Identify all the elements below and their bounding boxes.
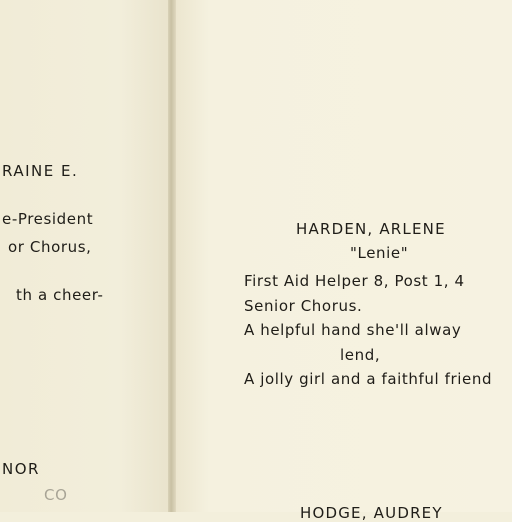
left-page xyxy=(0,0,170,512)
verse-line-2: lend, xyxy=(340,346,381,364)
student-nickname: "Lenie" xyxy=(350,244,409,262)
verse-line-1: A helpful hand she'll alway xyxy=(244,321,462,339)
activities-line-2: Senior Chorus. xyxy=(244,297,363,315)
left-line-vice-president: e-President xyxy=(2,210,94,228)
right-page xyxy=(176,0,512,522)
next-student-name-partial: HODGE, AUDREY xyxy=(300,504,443,522)
left-bottom-fragment: CO xyxy=(44,486,68,504)
student-name: HARDEN, ARLENE xyxy=(296,220,446,238)
left-next-name-fragment: NOR xyxy=(2,460,40,478)
verse-line-3: A jolly girl and a faithful friend xyxy=(244,370,493,388)
left-name-fragment: RAINE E. xyxy=(2,162,79,180)
left-line-chorus: or Chorus, xyxy=(8,238,92,256)
left-line-cheer: th a cheer- xyxy=(16,286,104,304)
activities-line-1: First Aid Helper 8, Post 1, 4 xyxy=(244,272,465,290)
book-gutter xyxy=(168,0,176,512)
